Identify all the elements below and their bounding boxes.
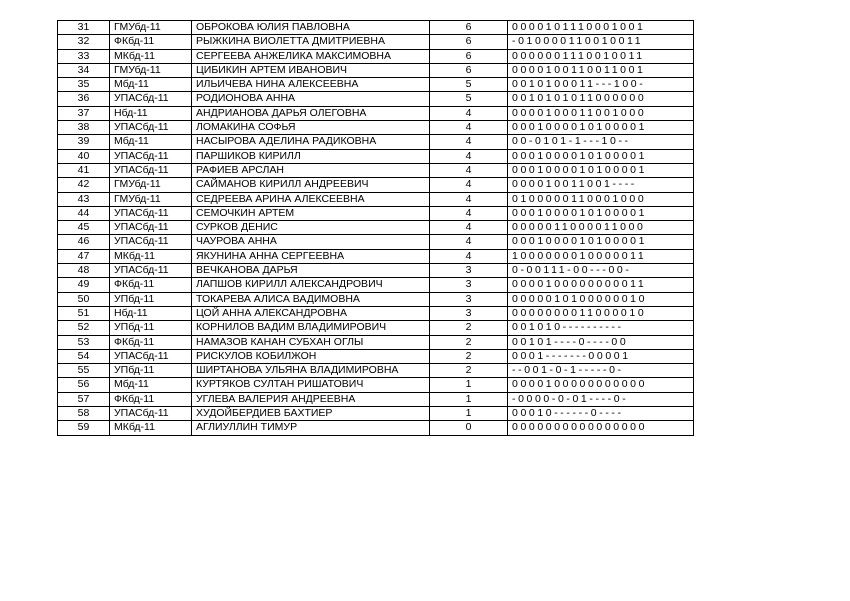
table-row — [58, 264, 694, 278]
group-cell: ФКбд-11 — [110, 35, 192, 49]
score-cell: 5 — [430, 78, 508, 92]
row-number-cell: 31 — [58, 21, 110, 35]
score-cell: 4 — [430, 106, 508, 120]
table-row — [58, 335, 694, 349]
row-number-cell: 57 — [58, 392, 110, 406]
student-name-cell: РОДИОНОВА АННА — [192, 92, 430, 106]
table-row — [58, 392, 694, 406]
table-row — [58, 378, 694, 392]
answer-code-cell: 0000100000000011 — [508, 278, 694, 292]
student-name-cell: ХУДОЙБЕРДИЕВ БАХТИЕР — [192, 407, 430, 421]
table-row — [58, 421, 694, 435]
table-row — [58, 349, 694, 363]
student-name-cell: СУРКОВ ДЕНИС — [192, 221, 430, 235]
group-cell: УПбд-11 — [110, 321, 192, 335]
row-number-cell: 34 — [58, 63, 110, 77]
row-number-cell: 48 — [58, 264, 110, 278]
answer-code-cell: 0000010100000010 — [508, 292, 694, 306]
student-name-cell: ЦОЙ АННА АЛЕКСАНДРОВНА — [192, 306, 430, 320]
score-cell: 4 — [430, 192, 508, 206]
answer-code-cell: 00-0101-1---10-- — [508, 135, 694, 149]
student-name-cell: ОБРОКОВА ЮЛИЯ ПАВЛОВНА — [192, 21, 430, 35]
score-cell: 4 — [430, 121, 508, 135]
score-cell: 4 — [430, 249, 508, 263]
table-row — [58, 292, 694, 306]
table-row — [58, 235, 694, 249]
results-table-body — [58, 21, 694, 436]
row-number-cell: 43 — [58, 192, 110, 206]
score-cell: 6 — [430, 35, 508, 49]
answer-code-cell: 0010101011000000 — [508, 92, 694, 106]
row-number-cell: 32 — [58, 35, 110, 49]
table-row — [58, 407, 694, 421]
answer-code-cell: 0001000010100001 — [508, 206, 694, 220]
row-number-cell: 40 — [58, 149, 110, 163]
group-cell: МКбд-11 — [110, 421, 192, 435]
student-name-cell: ИЛЬИЧЕВА НИНА АЛЕКСЕЕВНА — [192, 78, 430, 92]
row-number-cell: 56 — [58, 378, 110, 392]
row-number-cell: 36 — [58, 92, 110, 106]
group-cell: УПАСбд-11 — [110, 349, 192, 363]
row-number-cell: 51 — [58, 306, 110, 320]
score-cell: 5 — [430, 92, 508, 106]
table-row — [58, 278, 694, 292]
group-cell: ФКбд-11 — [110, 335, 192, 349]
row-number-cell: 42 — [58, 178, 110, 192]
table-row — [58, 364, 694, 378]
row-number-cell: 38 — [58, 121, 110, 135]
group-cell: УПАСбд-11 — [110, 92, 192, 106]
answer-code-cell: 0001000010100001 — [508, 235, 694, 249]
score-cell: 1 — [430, 392, 508, 406]
table-row — [58, 49, 694, 63]
table-row — [58, 249, 694, 263]
score-cell: 4 — [430, 163, 508, 177]
score-cell: 3 — [430, 264, 508, 278]
student-name-cell: КОРНИЛОВ ВАДИМ ВЛАДИМИРОВИЧ — [192, 321, 430, 335]
student-name-cell: ПАРШИКОВ КИРИЛЛ — [192, 149, 430, 163]
group-cell: ФКбд-11 — [110, 392, 192, 406]
student-name-cell: СЕМОЧКИН АРТЕМ — [192, 206, 430, 220]
table-row — [58, 321, 694, 335]
student-name-cell: АНДРИАНОВА ДАРЬЯ ОЛЕГОВНА — [192, 106, 430, 120]
answer-code-cell: 0001000010100001 — [508, 149, 694, 163]
group-cell: УПбд-11 — [110, 364, 192, 378]
score-cell: 0 — [430, 421, 508, 435]
student-name-cell: РИСКУЛОВ КОБИЛЖОН — [192, 349, 430, 363]
group-cell: ФКбд-11 — [110, 278, 192, 292]
answer-code-cell: 0001000010100001 — [508, 121, 694, 135]
score-cell: 4 — [430, 206, 508, 220]
score-cell: 3 — [430, 306, 508, 320]
answer-code-cell: -0000-0-01----0- — [508, 392, 694, 406]
group-cell: ГМУбд-11 — [110, 178, 192, 192]
row-number-cell: 58 — [58, 407, 110, 421]
answer-code-cell: 00101----0----00 — [508, 335, 694, 349]
student-name-cell: ЯКУНИНА АННА СЕРГЕЕВНА — [192, 249, 430, 263]
answer-code-cell: 0000000011000010 — [508, 306, 694, 320]
row-number-cell: 54 — [58, 349, 110, 363]
student-name-cell: ЛАПШОВ КИРИЛЛ АЛЕКСАНДРОВИЧ — [192, 278, 430, 292]
score-cell: 2 — [430, 364, 508, 378]
student-name-cell: ТОКАРЕВА АЛИСА ВАДИМОВНА — [192, 292, 430, 306]
group-cell: УПАСбд-11 — [110, 235, 192, 249]
table-row — [58, 78, 694, 92]
answer-code-cell: 0-00111-00---00- — [508, 264, 694, 278]
table-row — [58, 306, 694, 320]
table-row — [58, 121, 694, 135]
group-cell: УПбд-11 — [110, 292, 192, 306]
score-cell: 2 — [430, 349, 508, 363]
table-row — [58, 206, 694, 220]
group-cell: УПАСбд-11 — [110, 264, 192, 278]
row-number-cell: 39 — [58, 135, 110, 149]
score-cell: 4 — [430, 178, 508, 192]
table-row — [58, 163, 694, 177]
table-row — [58, 192, 694, 206]
score-cell: 6 — [430, 21, 508, 35]
answer-code-cell: 0000000000000000 — [508, 421, 694, 435]
student-name-cell: КУРТЯКОВ СУЛТАН РИШАТОВИЧ — [192, 378, 430, 392]
row-number-cell: 50 — [58, 292, 110, 306]
row-number-cell: 46 — [58, 235, 110, 249]
score-cell: 4 — [430, 235, 508, 249]
score-cell: 4 — [430, 221, 508, 235]
row-number-cell: 49 — [58, 278, 110, 292]
group-cell: УПАСбд-11 — [110, 149, 192, 163]
student-name-cell: РАФИЕВ АРСЛАН — [192, 163, 430, 177]
answer-code-cell: 0001000010100001 — [508, 163, 694, 177]
table-row — [58, 149, 694, 163]
student-name-cell: РЫЖКИНА ВИОЛЕТТА ДМИТРИЕВНА — [192, 35, 430, 49]
answer-code-cell: 1000000010000011 — [508, 249, 694, 263]
student-name-cell: ШИРТАНОВА УЛЬЯНА ВЛАДИМИРОВНА — [192, 364, 430, 378]
answer-code-cell: 001010---------- — [508, 321, 694, 335]
table-row — [58, 21, 694, 35]
answer-code-cell: 0000001110010011 — [508, 49, 694, 63]
row-number-cell: 35 — [58, 78, 110, 92]
group-cell: УПАСбд-11 — [110, 163, 192, 177]
group-cell: УПАСбд-11 — [110, 407, 192, 421]
student-name-cell: ЧАУРОВА АННА — [192, 235, 430, 249]
answer-code-cell: 0010100011---100- — [508, 78, 694, 92]
score-cell: 1 — [430, 378, 508, 392]
student-name-cell: АГЛИУЛЛИН ТИМУР — [192, 421, 430, 435]
group-cell: МКбд-11 — [110, 249, 192, 263]
row-number-cell: 44 — [58, 206, 110, 220]
answer-code-cell: 0000101110001001 — [508, 21, 694, 35]
row-number-cell: 52 — [58, 321, 110, 335]
score-cell: 2 — [430, 321, 508, 335]
row-number-cell: 53 — [58, 335, 110, 349]
group-cell: ГМУбд-11 — [110, 192, 192, 206]
group-cell: Мбд-11 — [110, 378, 192, 392]
table-row — [58, 35, 694, 49]
group-cell: ГМУбд-11 — [110, 21, 192, 35]
score-cell: 4 — [430, 135, 508, 149]
row-number-cell: 55 — [58, 364, 110, 378]
answer-code-cell: 0000011000011000 — [508, 221, 694, 235]
student-name-cell: УГЛЕВА ВАЛЕРИЯ АНДРЕЕВНА — [192, 392, 430, 406]
student-name-cell: ЦИБИКИН АРТЕМ ИВАНОВИЧ — [192, 63, 430, 77]
table-row — [58, 106, 694, 120]
results-table — [57, 20, 694, 436]
score-cell: 6 — [430, 49, 508, 63]
score-cell: 3 — [430, 292, 508, 306]
score-cell: 3 — [430, 278, 508, 292]
answer-code-cell: 000010011001---- — [508, 178, 694, 192]
group-cell: УПАСбд-11 — [110, 221, 192, 235]
answer-code-cell: --001-0-1-----0- — [508, 364, 694, 378]
group-cell: Нбд-11 — [110, 106, 192, 120]
answer-code-cell: 0000100000000000 — [508, 378, 694, 392]
answer-code-cell: -010000110010011 — [508, 35, 694, 49]
answer-code-cell: 0000100110011001 — [508, 63, 694, 77]
row-number-cell: 37 — [58, 106, 110, 120]
table-row — [58, 135, 694, 149]
student-name-cell: СЕДРЕЕВА АРИНА АЛЕКСЕЕВНА — [192, 192, 430, 206]
student-name-cell: СЕРГЕЕВА АНЖЕЛИКА МАКСИМОВНА — [192, 49, 430, 63]
answer-code-cell: 0001-------00001 — [508, 349, 694, 363]
score-cell: 4 — [430, 149, 508, 163]
student-name-cell: ВЕЧКАНОВА ДАРЬЯ — [192, 264, 430, 278]
score-cell: 6 — [430, 63, 508, 77]
student-name-cell: ЛОМАКИНА СОФЬЯ — [192, 121, 430, 135]
student-name-cell: НАСЫРОВА АДЕЛИНА РАДИКОВНА — [192, 135, 430, 149]
row-number-cell: 47 — [58, 249, 110, 263]
group-cell: Мбд-11 — [110, 78, 192, 92]
row-number-cell: 45 — [58, 221, 110, 235]
student-name-cell: САЙМАНОВ КИРИЛЛ АНДРЕЕВИЧ — [192, 178, 430, 192]
table-row — [58, 63, 694, 77]
answer-code-cell: 0100000110001000 — [508, 192, 694, 206]
group-cell: УПАСбд-11 — [110, 206, 192, 220]
group-cell: УПАСбд-11 — [110, 121, 192, 135]
answer-code-cell: 00010------0---- — [508, 407, 694, 421]
answer-code-cell: 0000100011001000 — [508, 106, 694, 120]
group-cell: Нбд-11 — [110, 306, 192, 320]
group-cell: ГМУбд-11 — [110, 63, 192, 77]
table-row — [58, 178, 694, 192]
table-row — [58, 92, 694, 106]
table-row — [58, 221, 694, 235]
group-cell: МКбд-11 — [110, 49, 192, 63]
score-cell: 1 — [430, 407, 508, 421]
row-number-cell: 41 — [58, 163, 110, 177]
student-name-cell: НАМАЗОВ КАНАН СУБХАН ОГЛЫ — [192, 335, 430, 349]
score-cell: 2 — [430, 335, 508, 349]
group-cell: Мбд-11 — [110, 135, 192, 149]
row-number-cell: 59 — [58, 421, 110, 435]
row-number-cell: 33 — [58, 49, 110, 63]
